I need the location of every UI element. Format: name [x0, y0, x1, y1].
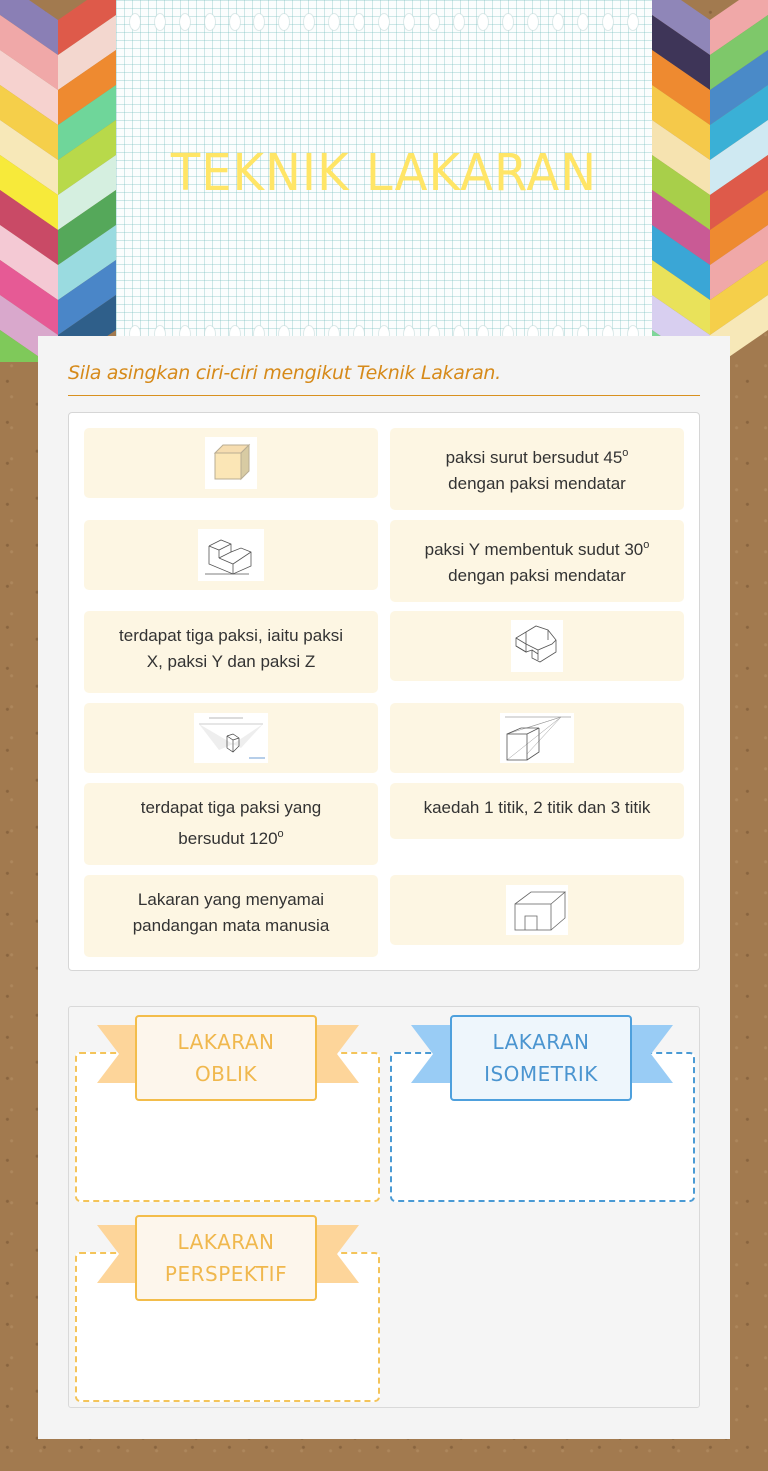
draggable-card[interactable]: Lakaran yang menyamai pandangan mata manusia: [84, 875, 378, 957]
isometric-steps-image: [201, 530, 261, 580]
category-label-perspektif: LAKARAN PERSPEKTIF: [135, 1215, 317, 1301]
draggable-card[interactable]: paksi surut bersudut 45$^o$ dengan paksi mendatar: [390, 428, 684, 510]
draggable-card[interactable]: terdapat tiga paksi, iaitu paksi X, paksi Y dan paksi Z: [84, 611, 378, 693]
draggable-card[interactable]: [84, 428, 378, 498]
draggable-card[interactable]: [84, 520, 378, 590]
one-point-perspective-cube-image: [501, 714, 573, 762]
instruction-text: Sila asingkan ciri-ciri mengikut Teknik Lakaran.: [68, 362, 700, 396]
draggable-card[interactable]: [390, 611, 684, 681]
activity-panel: [38, 336, 730, 1439]
category-area: [68, 1006, 700, 1408]
draggable-card[interactable]: [390, 703, 684, 773]
category-label-isometrik: LAKARAN ISOMETRIK: [450, 1015, 632, 1101]
draggable-card[interactable]: terdapat tiga paksi yang bersudut 120$^o$: [84, 783, 378, 865]
draggable-card[interactable]: [84, 703, 378, 773]
draggable-card[interactable]: paksi Y membentuk sudut 30$^o$ dengan paksi mendatar: [390, 520, 684, 602]
header-banner: [0, 0, 768, 362]
draggable-card[interactable]: [390, 875, 684, 945]
category-label-oblik: LAKARAN OBLIK: [135, 1015, 317, 1101]
two-point-perspective-image: [195, 714, 267, 762]
card-pool: [68, 412, 700, 971]
isometric-block-image: [512, 622, 562, 670]
paper-holes-top: [130, 14, 638, 30]
oblique-arch-box-image: [507, 886, 567, 934]
page-title: TEKNIK LAKARAN: [170, 143, 598, 203]
oblique-cube-image: [209, 441, 253, 485]
draggable-card[interactable]: kaedah 1 titik, 2 titik dan 3 titik: [390, 783, 684, 839]
